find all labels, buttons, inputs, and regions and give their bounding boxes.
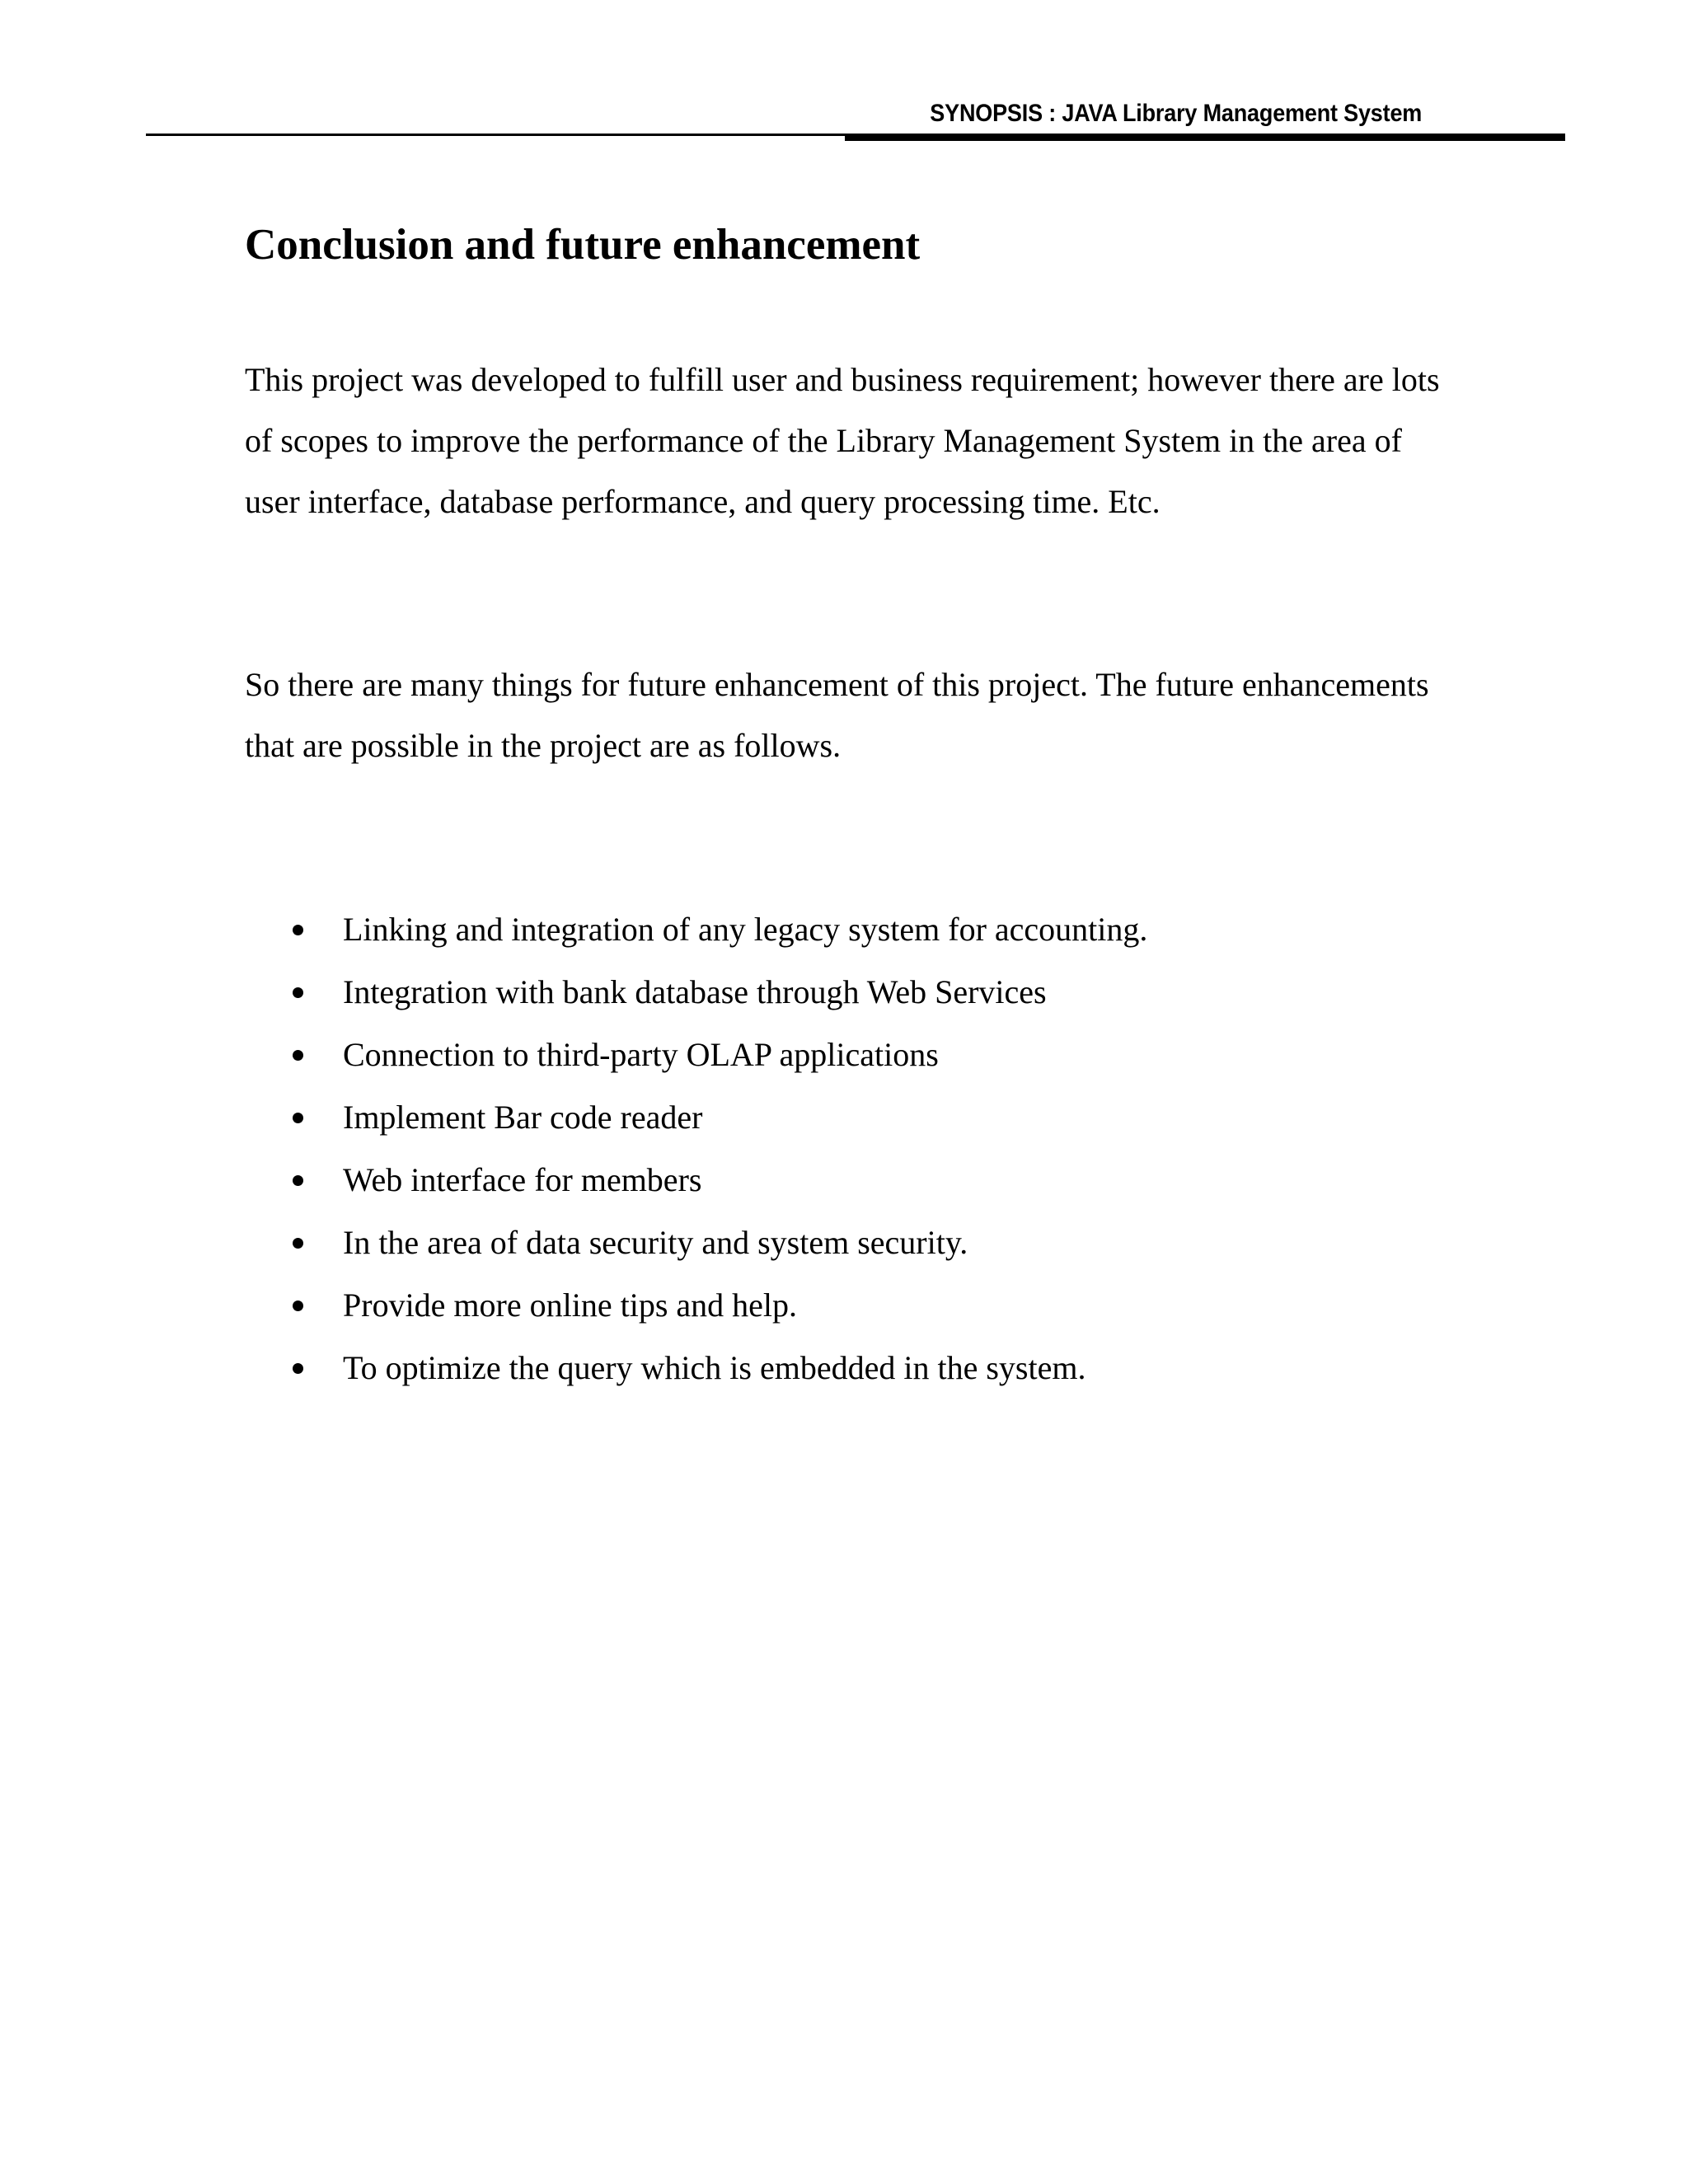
list-item-text: Linking and integration of any legacy system for accounting. [343,911,1148,948]
bullet-icon [293,987,303,998]
running-header-title: SYNOPSIS : JAVA Library Management System [930,100,1422,127]
list-item-text: Provide more online tips and help. [343,1286,798,1324]
bullet-icon [293,1050,303,1061]
section-heading: Conclusion and future enhancement [245,221,921,269]
list-item-text: Web interface for members [343,1161,702,1198]
header-rule-accent [845,134,1565,141]
list-item-text: Implement Bar code reader [343,1099,703,1136]
bullet-icon [293,1175,303,1186]
list-item-text: Integration with bank database through Web Services [343,973,1047,1010]
bullet-icon [293,1363,303,1374]
paragraph-intro: This project was developed to fulfill user and business requirement; however there are lots of scopes to improve the performance of the Library Management System in the area of user interface, database performance, and query processing time. Etc. [245,361,1440,520]
paragraph-future: So there are many things for future enhancement of this project. The future enhancements that are possible in the project are as follows. [245,666,1429,764]
list-item-text: Connection to third-party OLAP applications [343,1036,939,1073]
bullet-icon [293,1113,303,1123]
list-item-text: To optimize the query which is embedded in the system. [343,1349,1086,1386]
list-item-text: In the area of data security and system security. [343,1224,968,1261]
bullet-icon [293,1238,303,1249]
bullet-icon [293,1301,303,1311]
bullet-icon [293,925,303,935]
